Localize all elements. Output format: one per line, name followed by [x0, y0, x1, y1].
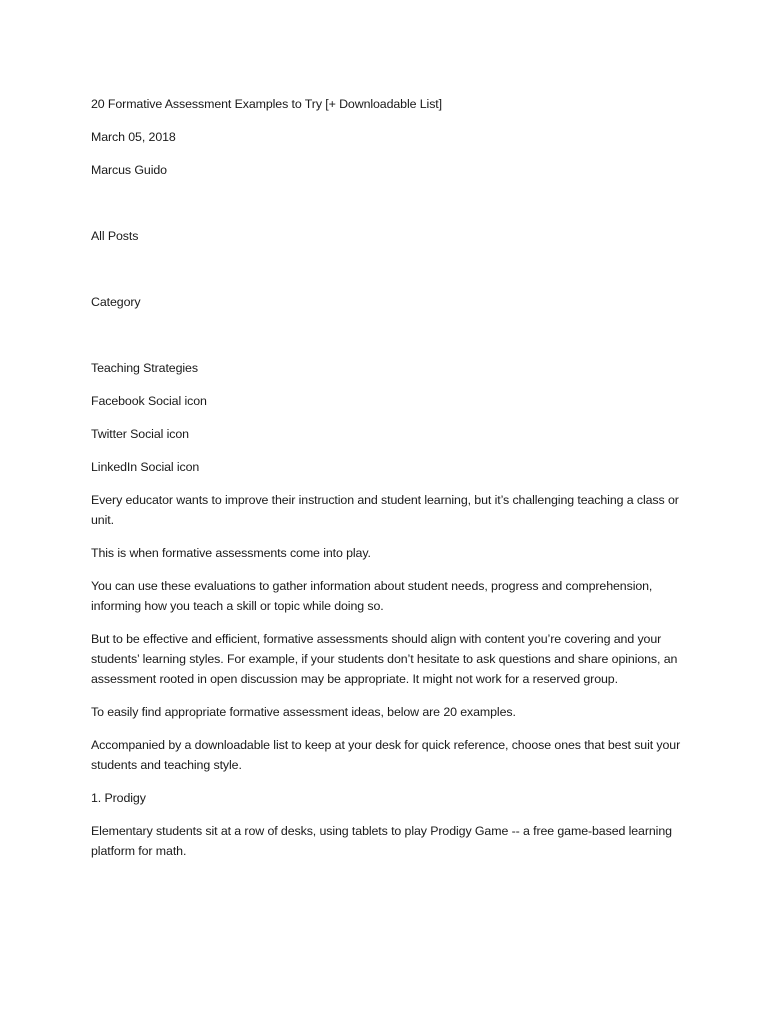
article-title: 20 Formative Assessment Examples to Try [+ Downloadable List] [91, 97, 442, 111]
category-value[interactable]: Teaching Strategies [91, 361, 198, 375]
article-date: March 05, 2018 [91, 130, 176, 144]
document-body [91, 94, 683, 874]
linkedin-share-link[interactable]: LinkedIn Social icon [91, 460, 200, 474]
section-heading: 1. Prodigy [91, 791, 146, 805]
body-paragraph: You can use these evaluations to gather information about student needs, progress and comprehension, informing how you teach a skill or topic while doing so. [91, 579, 653, 613]
twitter-share-link[interactable]: Twitter Social icon [91, 427, 189, 441]
body-paragraph: But to be effective and efficient, formative assessments should align with content you’re covering and your students’ learning styles. For example, if your students don’t hesitate to ask questions and share opinions, an assessment rooted in open discussion may be appropriate. It might not work for a reserved group. [91, 632, 678, 686]
body-paragraph: To easily find appropriate formative assessment ideas, below are 20 examples. [91, 705, 516, 719]
body-paragraph: This is when formative assessments come into play. [91, 546, 371, 560]
image-caption: Elementary students sit at a row of desks, using tablets to play Prodigy Game -- a free game-based learning platform for math. [91, 824, 672, 858]
article-author: Marcus Guido [91, 163, 167, 177]
all-posts-link[interactable]: All Posts [91, 229, 139, 243]
category-label: Category [91, 295, 141, 309]
body-paragraph: Accompanied by a downloadable list to keep at your desk for quick reference, choose ones that best suit your students and teaching style. [91, 738, 681, 772]
body-paragraph: Every educator wants to improve their instruction and student learning, but it’s challenging teaching a class or unit. [91, 493, 679, 527]
facebook-share-link[interactable]: Facebook Social icon [91, 394, 207, 408]
